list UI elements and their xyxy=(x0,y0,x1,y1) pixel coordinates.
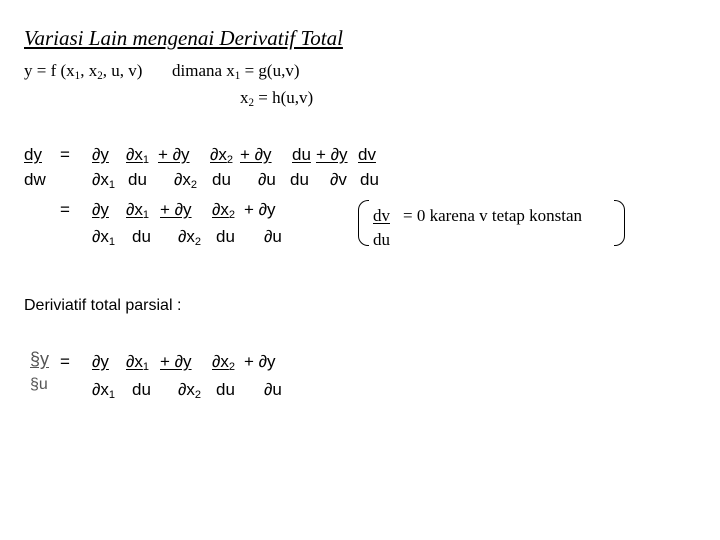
eq3-lhs-numerator: §y xyxy=(30,349,50,369)
x1-definition: dimana $x_1 = g(u,v)$ xyxy=(172,61,300,82)
eq1-den2b: du xyxy=(212,170,231,189)
note-numerator: dv xyxy=(373,206,390,225)
eq2-term1-factor: $\partial x_1$ xyxy=(126,200,150,221)
eq1-den3b: du xyxy=(290,170,309,189)
eq2-den2b: du xyxy=(216,227,235,246)
eq1-term2-factor: $\partial x_2$ xyxy=(210,145,234,166)
eq3-den3: ∂u xyxy=(264,380,282,399)
eq3-term1-num: ∂y xyxy=(92,352,109,371)
note-text: = 0 karena v tetap konstan xyxy=(403,206,583,225)
partial-heading: Deriviatif total parsial : xyxy=(24,297,182,314)
eq2-term1-num: ∂y xyxy=(92,200,109,219)
eq1-den4b: du xyxy=(360,170,379,189)
eq1-term1-factor: $\partial x_1$ xyxy=(126,145,150,166)
eq3-equals: = xyxy=(60,352,70,371)
eq2-term3-num: + ∂y xyxy=(244,200,276,219)
eq2-term2-factor: $\partial x_2$ xyxy=(212,200,236,221)
eq1-lhs-numerator: dy xyxy=(24,145,42,164)
eq3-den1b: du xyxy=(132,380,151,399)
eq3-den2: $\partial x_2$ xyxy=(178,380,202,401)
eq3-term3-num: + ∂y xyxy=(244,352,276,371)
eq1-den1b: du xyxy=(128,170,147,189)
eq1-lhs-denominator: dw xyxy=(24,170,46,189)
eq3-den2b: du xyxy=(216,380,235,399)
eq2-den1b: du xyxy=(132,227,151,246)
note-right-bracket xyxy=(614,200,625,246)
eq1-den4: ∂v xyxy=(330,170,347,189)
eq1-term1-num: ∂y xyxy=(92,145,109,164)
eq3-den1: $\partial x_1$ xyxy=(92,380,116,401)
eq2-den2: $\partial x_2$ xyxy=(178,227,202,248)
note-denominator: du xyxy=(373,230,390,249)
note-left-bracket xyxy=(358,200,369,246)
eq1-equals: = xyxy=(60,145,70,164)
eq3-term2-factor: $\partial x_2$ xyxy=(212,352,236,373)
eq1-den1: $\partial x_1$ xyxy=(92,170,116,191)
eq1-term4-num: + ∂y xyxy=(316,145,348,164)
eq1-den2: $\partial x_2$ xyxy=(174,170,198,191)
eq1-den3: ∂u xyxy=(258,170,276,189)
function-definition: y = f ($x_1$, $x_2$, u, v) xyxy=(24,61,143,82)
eq1-term2-num: + ∂y xyxy=(158,145,190,164)
x2-definition: $x_2 = h(u,v)$ xyxy=(240,88,314,109)
eq1-term4-factor: dv xyxy=(358,145,376,164)
eq1-term3-num: + ∂y xyxy=(240,145,272,164)
eq2-term2-num: + ∂y xyxy=(160,200,192,219)
eq3-term2-num: + ∂y xyxy=(160,352,192,371)
eq3-term1-factor: $\partial x_1$ xyxy=(126,352,150,373)
eq1-term3-factor: du xyxy=(292,145,311,164)
page-title: Variasi Lain mengenai Derivatif Total xyxy=(24,26,343,50)
eq2-equals: = xyxy=(60,200,70,219)
eq2-den1: $\partial x_1$ xyxy=(92,227,116,248)
eq2-den3: ∂u xyxy=(264,227,282,246)
eq3-lhs-denominator: §u xyxy=(30,376,48,393)
